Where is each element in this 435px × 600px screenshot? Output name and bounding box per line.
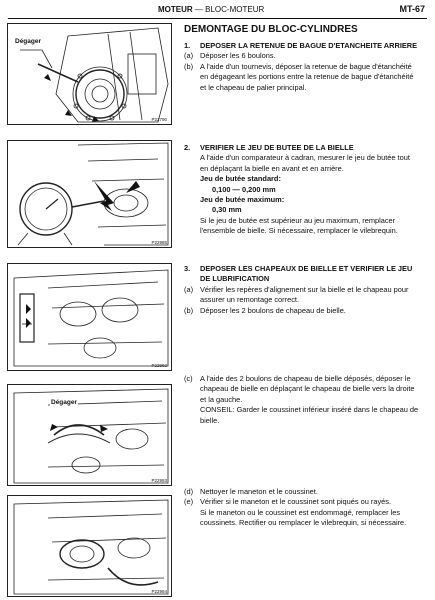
item-text: Vérifier les repères d'alignement sur la bielle et le chapeau pour assurer un remontage correct. xyxy=(200,284,409,305)
step-3-c xyxy=(184,374,420,405)
step-number: 2. xyxy=(184,143,191,152)
step-1 xyxy=(184,41,420,93)
section-separator: — xyxy=(194,5,203,14)
item-text: Vérifier si le maneton et le coussinet sont piqués ou rayés. xyxy=(200,497,392,507)
item-text: A l'aide des 2 boulons de chapeau de bielle déposés, déposer le chapeau de bielle en déplaçant le chapeau de bielle vers la droite et la gauche. xyxy=(200,374,415,404)
item-label: (c) xyxy=(184,374,193,383)
step-title: DEPOSER LA RETENUE DE BAGUE D'ETANCHEITE ARRIERE xyxy=(200,41,418,50)
step-2 xyxy=(184,143,420,237)
step-2-text: A l'aide d'un comparateur à cadran, mesurer le jeu de butée tout en déplaçant la bielle en avant et en arrière. xyxy=(200,153,410,173)
step-title: DEPOSER LES CHAPEAUX DE BIELLE ET VERIFIER LE JEU DE LUBRIFICATION xyxy=(200,264,413,284)
remove-cap-drawing xyxy=(8,385,171,485)
conseil-label: CONSEIL: xyxy=(200,405,235,415)
item-label: (b) xyxy=(184,305,194,315)
figure-code: P22992 xyxy=(151,363,167,368)
step-1-a xyxy=(184,51,420,61)
crank-pin-drawing xyxy=(8,496,171,596)
step-3-d xyxy=(184,487,420,497)
std-clearance-value: 0,100 — 0,200 mm xyxy=(212,184,276,194)
item-text: Nettoyer le maneton et le coussinet. xyxy=(200,487,318,496)
std-clearance-label: Jeu de butée standard: xyxy=(200,174,281,184)
step-3-heading xyxy=(184,264,420,285)
item-text: Déposer les 6 boulons. xyxy=(200,51,276,61)
conseil xyxy=(184,405,420,426)
step-title: VERIFIER LE JEU DE BUTEE DE LA BIELLE xyxy=(200,143,354,152)
header-rule xyxy=(8,18,427,19)
max-clearance-label: Jeu de butée maximum: xyxy=(200,195,285,205)
conseil-text: Garder le coussinet inférieur inséré dans le chapeau de bielle. xyxy=(200,405,419,425)
step-3-de-block xyxy=(184,487,420,529)
step-number: 3. xyxy=(184,264,191,273)
figure-code: P22985 xyxy=(151,240,167,245)
figure-oil-seal-retainer xyxy=(7,23,172,125)
step-3-e-note: Si le maneton ou le coussinet est endommagé, remplacer les coussinets. Rectifier ou remplacer le vilebrequin, si nécessaire. xyxy=(200,507,407,528)
step-2-note: Si le jeu de butée est supérieur au jeu maximum, remplacer l'ensemble de bielle. Si nécessaire, remplacer le vilebrequin. xyxy=(200,215,398,236)
section-name: MOTEUR xyxy=(158,5,193,14)
step-3-a xyxy=(184,285,420,306)
item-label: (b) xyxy=(184,61,194,71)
step-3-e xyxy=(184,497,420,507)
item-label: (e) xyxy=(184,497,194,507)
step-1-heading xyxy=(184,41,420,51)
step-3-c-block xyxy=(184,374,420,426)
step-3 xyxy=(184,264,420,316)
figure-alignment-marks xyxy=(7,263,172,371)
step-3-b xyxy=(184,306,420,316)
figure-code: P22993 xyxy=(151,478,167,483)
step-2-heading xyxy=(184,143,420,153)
item-text: Déposer les 2 boulons de chapeau de bielle. xyxy=(200,305,346,315)
step-number: 1. xyxy=(184,41,191,50)
item-label: (d) xyxy=(184,487,194,496)
page-header xyxy=(8,2,427,18)
subsection-name: BLOC-MOTEUR xyxy=(205,5,265,14)
max-clearance-value: 0,30 mm xyxy=(212,205,242,215)
alignment-marks-drawing xyxy=(8,264,171,370)
step-1-b xyxy=(184,62,420,93)
dial-indicator-drawing xyxy=(8,141,171,247)
page-title: DEMONTAGE DU BLOC-CYLINDRES xyxy=(184,24,358,35)
page-number: MT-67 xyxy=(399,4,425,14)
figure-code: P22790 xyxy=(151,117,167,122)
item-text: A l'aide d'un tournevis, déposer la retenue de bague d'étanchéité en dégageant les portions entre la retenue de bague d'étanchéité et le chapeau de palier principal. xyxy=(200,61,414,92)
item-label: (a) xyxy=(184,284,194,294)
figure-dial-indicator xyxy=(7,140,172,248)
figure-code: P22994 xyxy=(151,589,167,594)
section-title xyxy=(158,5,264,14)
item-label: (a) xyxy=(184,51,194,61)
callout-degager-1: Dégager xyxy=(15,38,42,45)
figure-remove-cap xyxy=(7,384,172,486)
figure-crank-pin xyxy=(7,495,172,597)
callout-degager-2: Dégager xyxy=(51,399,78,406)
